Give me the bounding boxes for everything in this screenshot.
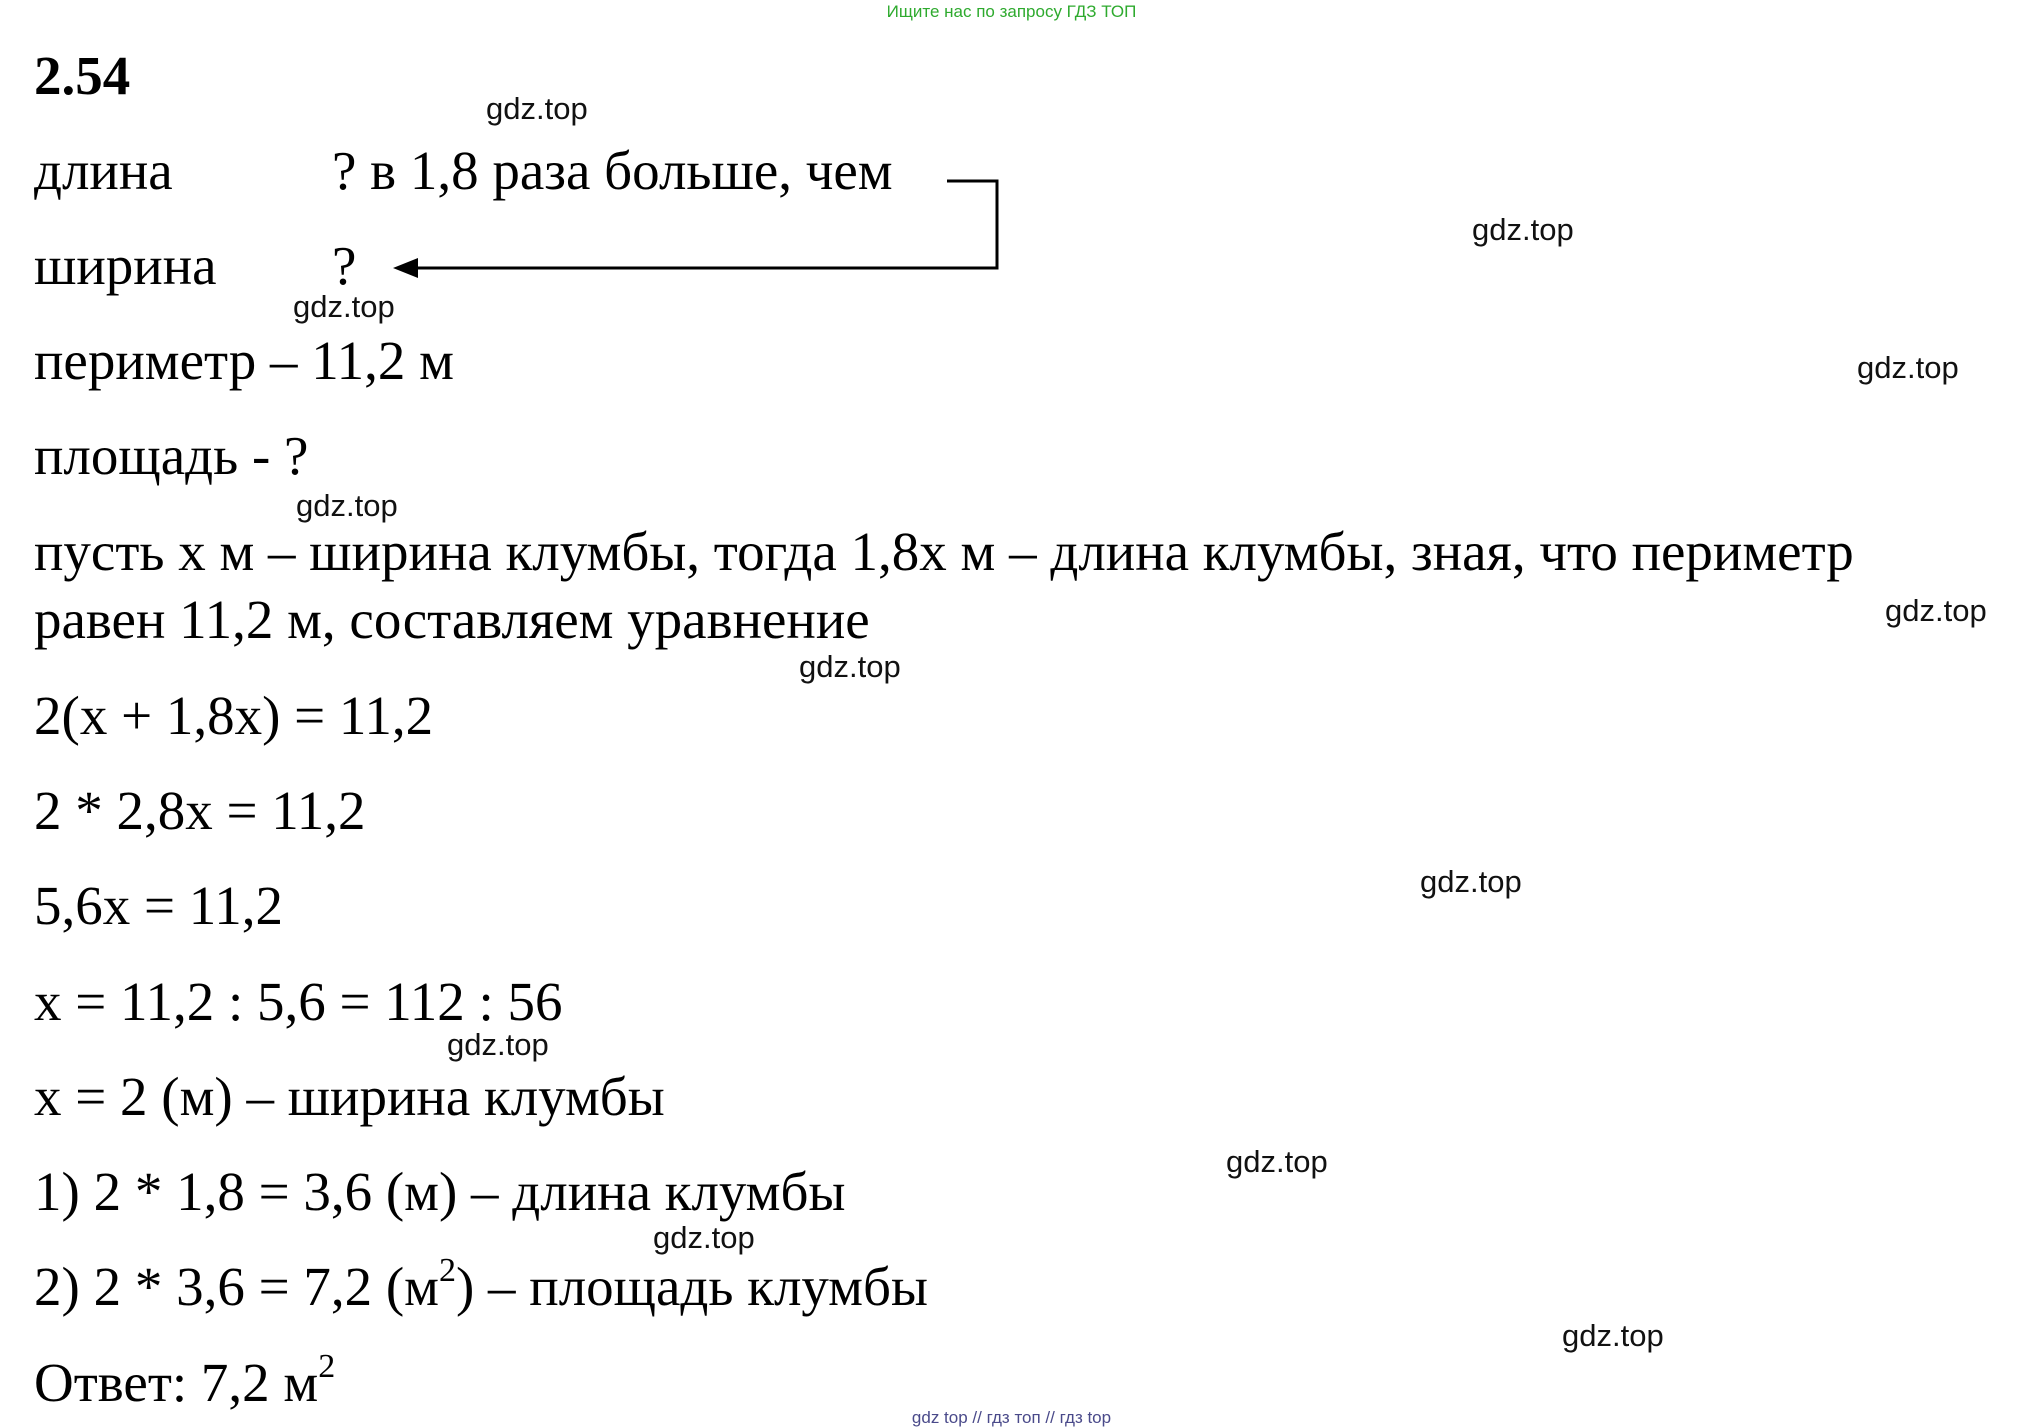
setup-line-2: равен 11,2 м, составляем уравнение <box>34 589 870 650</box>
length-value: ? в 1,8 раза больше, чем <box>332 140 893 201</box>
answer-line <box>34 1348 336 1413</box>
watermark: gdz.top <box>1885 593 1987 628</box>
watermark: gdz.top <box>1226 1144 1328 1179</box>
equation-4: x = 11,2 : 5,6 = 112 : 56 <box>34 971 563 1032</box>
watermark: gdz.top <box>1562 1318 1664 1353</box>
width-label: ширина <box>34 235 217 296</box>
top-banner[interactable]: Ищите нас по запросу ГДЗ ТОП <box>886 2 1137 21</box>
step-1: 1) 2 * 1,8 = 3,6 (м) – длина клумбы <box>34 1161 846 1222</box>
equation-5: x = 2 (м) – ширина клумбы <box>34 1066 665 1127</box>
equation-2: 2 * 2,8x = 11,2 <box>34 780 366 841</box>
watermark: gdz.top <box>1420 864 1522 899</box>
width-value: ? <box>332 235 357 296</box>
watermark: gdz.top <box>296 488 398 523</box>
step-2 <box>34 1252 928 1317</box>
watermark: gdz.top <box>799 649 901 684</box>
watermark: gdz.top <box>447 1027 549 1062</box>
watermark: gdz.top <box>293 289 395 324</box>
perimeter-line: периметр – 11,2 м <box>34 330 454 391</box>
problem-number: 2.54 <box>34 45 131 106</box>
watermark: gdz.top <box>653 1220 755 1255</box>
setup-line-1: пусть x м – ширина клумбы, тогда 1,8x м – длина клумбы, зная, что периметр <box>34 521 1854 582</box>
equation-1: 2(x + 1,8x) = 11,2 <box>34 685 434 746</box>
answer-superscript: 2 <box>318 1348 336 1385</box>
step-2-suffix: ) – площадь клумбы <box>455 1256 928 1317</box>
watermark: gdz.top <box>486 91 588 126</box>
area-line: площадь - ? <box>34 425 309 486</box>
watermark: gdz.top <box>1472 212 1574 247</box>
step-2-prefix: 2) 2 * 3,6 = 7,2 (м <box>34 1256 439 1317</box>
equation-3: 5,6x = 11,2 <box>34 875 283 936</box>
footer-links[interactable]: gdz top // гдз топ // гдз top <box>911 1408 1112 1427</box>
step-2-superscript: 2 <box>438 1252 456 1289</box>
length-label: длина <box>34 140 173 201</box>
watermark: gdz.top <box>1857 350 1959 385</box>
answer-prefix: Ответ: 7,2 м <box>34 1352 319 1413</box>
